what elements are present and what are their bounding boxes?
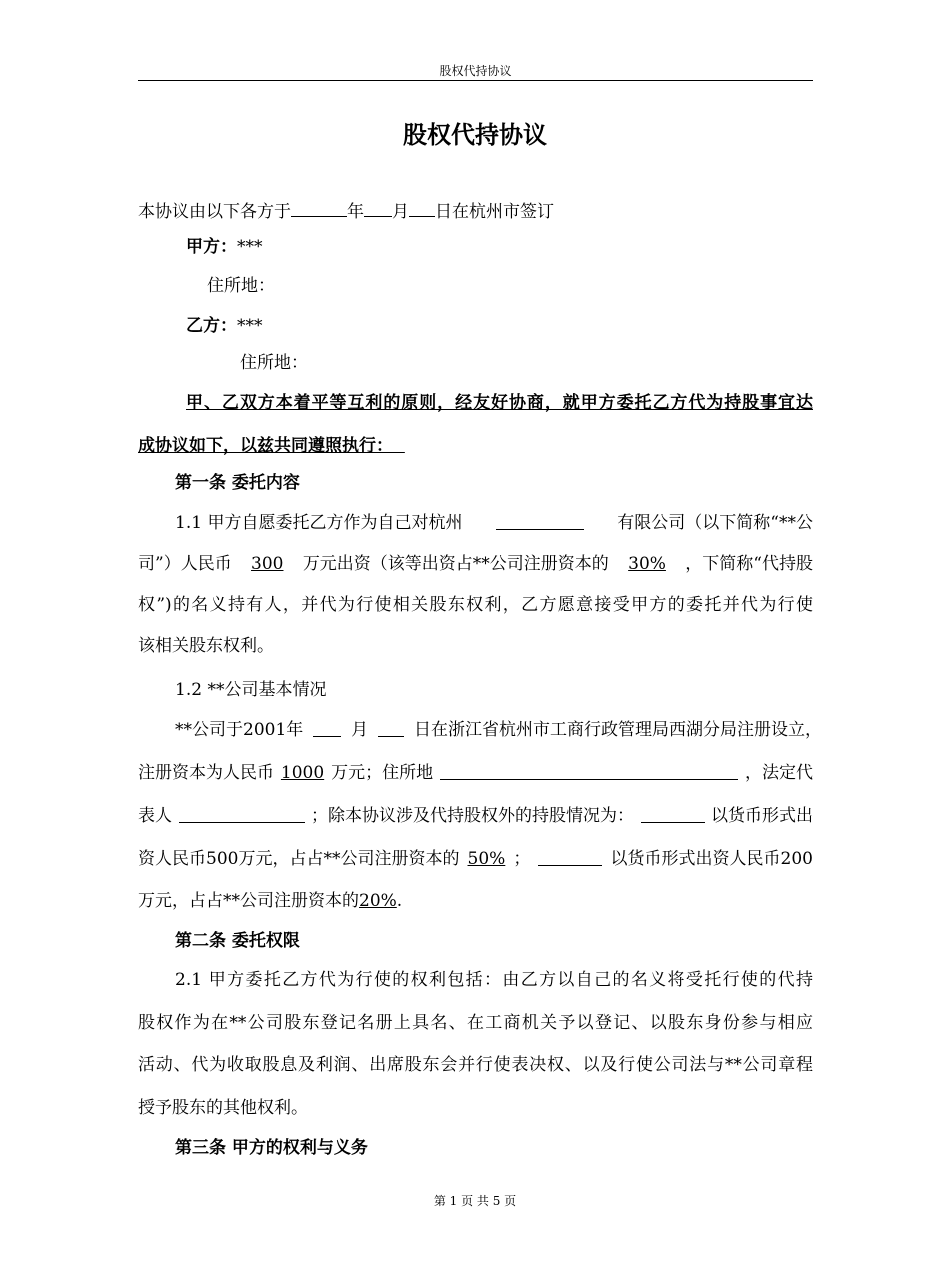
contribution-percent: 30% (628, 554, 666, 574)
preamble-line-2 (138, 434, 405, 458)
article-1-1-line-2 (138, 552, 813, 576)
party-a-value: *** (237, 237, 263, 257)
address-blank (440, 761, 738, 780)
reg-day-blank (378, 718, 404, 737)
article-2-1-line-2: 股权作为在**公司股东登记名册上具名、在工商机关予以登记、以股东身份参与相应 (138, 1013, 813, 1033)
intro-prefix: 本协议由以下各方于 (138, 202, 291, 222)
a11-l2-a: 司”）人民币 (138, 554, 232, 574)
a12-l5-a: 万元，占占**公司注册资本的 (138, 891, 359, 911)
a12-l3-b: ；除本协议涉及代持股权外的持股情况为： (311, 806, 634, 826)
a12-l4-c: 以货币形式出资人民币200 (610, 849, 813, 869)
party-a-label: 甲方： (186, 237, 237, 257)
shareholding-percent-2: 20% (359, 891, 397, 911)
legal-rep-blank (179, 804, 305, 823)
shareholder-1-blank (641, 804, 705, 823)
year-blank (291, 198, 347, 217)
a12-l3-a: 表人 (138, 806, 172, 826)
document-title: 股权代持协议 (403, 120, 547, 149)
article-2-1-line-3: 活动、代为收取股息及利润、出席股东会并行使表决权、以及行使公司法与**公司章程 (138, 1055, 813, 1075)
page-footer: 第 1 页 共 5 页 (433, 1194, 517, 1208)
article-1-1-line-4: 该相关股东权利。 (138, 636, 274, 656)
article-2-1-line-4: 授予股东的其他权利。 (138, 1098, 308, 1118)
article-1-1-line-3: 权”)的名义持有人，并代为行使相关股东权利，乙方愿意接受甲方的委托并代为行使 (138, 595, 813, 615)
party-b-label: 乙方： (186, 316, 237, 336)
reg-month-blank (313, 718, 341, 737)
month-blank (364, 198, 392, 217)
party-a (186, 235, 263, 259)
day-blank (409, 198, 435, 217)
registered-capital: 1000 (280, 763, 325, 783)
a12-l2-c: ，法定代 (744, 763, 813, 783)
party-b-address: 住所地： (240, 353, 308, 373)
a12-l2-a: 注册资本为人民币 (138, 763, 274, 783)
a12-l3-c: 以货币形式出 (711, 806, 813, 826)
preamble-text: 成协议如下，以兹共同遵照执行： (138, 436, 393, 456)
party-a-address: 住所地： (207, 276, 275, 296)
article-1-1-line-1 (175, 511, 813, 535)
a11-text-b: 有限公司（以下简称“**公 (617, 513, 813, 533)
article-1-2-line-3 (138, 804, 813, 828)
preamble-line-1: 甲、乙双方本着平等互利的原则，经友好协商，就甲方委托乙方代为持股事宜达 (186, 393, 813, 413)
intro-suffix: 日在杭州市签订 (435, 202, 554, 222)
article-1-2-line-5 (138, 889, 402, 913)
intro-year: 年 (347, 202, 364, 222)
a12-l1-month: 月 (351, 720, 369, 740)
article-2-1-line-1: 2.1 甲方委托乙方代为行使的权利包括：由乙方以自己的名义将受托行使的代持 (175, 970, 813, 990)
a12-l2-b: 万元；住所地 (331, 763, 434, 783)
shareholder-2-blank (538, 847, 602, 866)
article-1-2-line-2 (138, 761, 813, 785)
page-header: 股权代持协议 (138, 63, 813, 81)
article-1-2-line-4 (138, 847, 813, 871)
a12-l4-a: 资人民币500万元，占占**公司注册资本的 (138, 849, 460, 869)
shareholding-percent-1: 50% (467, 849, 506, 869)
article-2-heading: 第二条 委托权限 (175, 931, 300, 951)
a12-l4-b: ； (513, 849, 531, 869)
a11-text-a: 1.1 甲方自愿委托乙方作为自己对杭州 (175, 513, 463, 533)
company-name-blank (496, 511, 584, 530)
article-3-heading: 第三条 甲方的权利与义务 (175, 1138, 368, 1158)
a12-l1-a: **公司于2001年 (175, 720, 304, 740)
article-1-2-line-1 (175, 718, 822, 742)
a11-l2-c: ，下简称“代持股 (685, 554, 813, 574)
intro-month: 月 (392, 202, 409, 222)
article-1-heading: 第一条 委托内容 (175, 473, 300, 493)
contribution-amount: 300 (251, 554, 284, 574)
signing-line (138, 198, 554, 224)
a12-l5-b: . (396, 891, 403, 911)
article-1-2-heading: 1.2 **公司基本情况 (175, 680, 327, 700)
a11-l2-b: 万元出资（该等出资占**公司注册资本的 (302, 554, 609, 574)
party-b (186, 314, 263, 338)
a12-l1-b: 日在浙江省杭州市工商行政管理局西湖分局注册设立， (413, 720, 822, 740)
party-b-value: *** (237, 316, 263, 336)
